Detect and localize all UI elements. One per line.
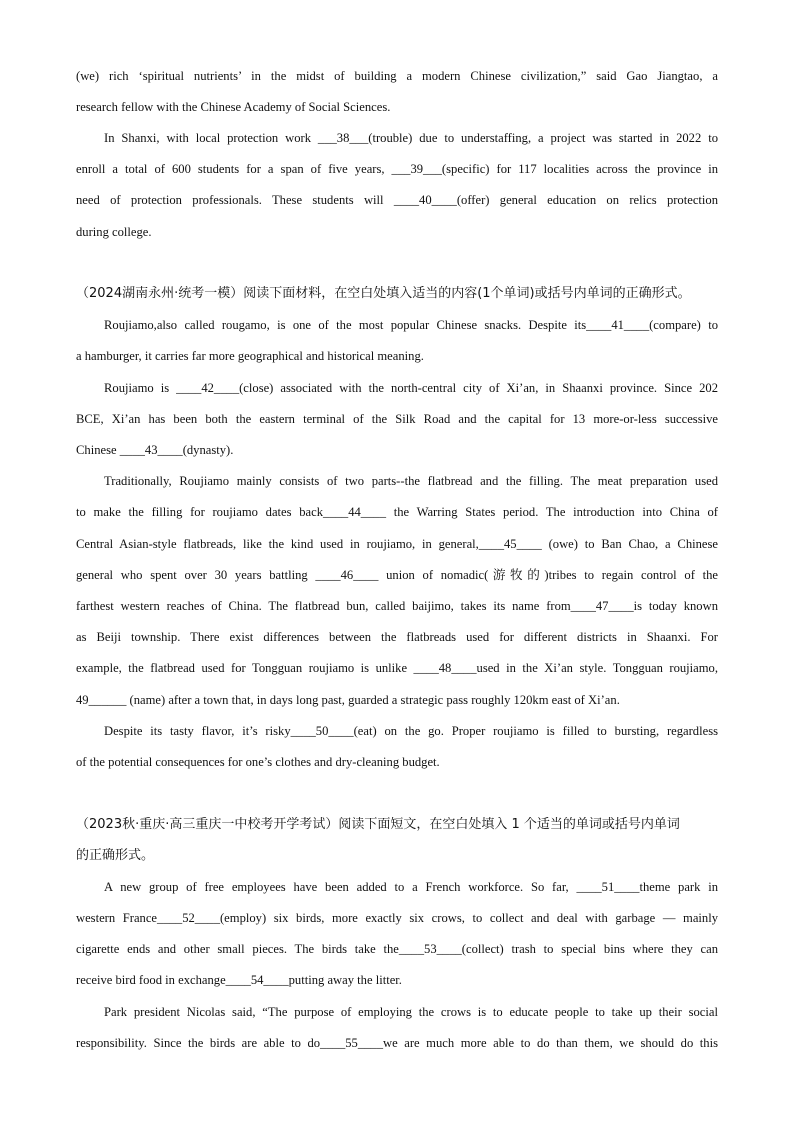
s3-line-2: western France____52____(employ) six birds, more exactly six crows, to collect and deal with garbage — mainly [76, 911, 718, 925]
s3-line-6: responsibility. Since the birds are able to do____55____we are much more able to do than them, we should do this [76, 1036, 718, 1050]
s3-header-line-2: 的正确形式。 [76, 848, 155, 863]
s2-line-4: BCE, Xi’an has been both the eastern terminal of the Silk Road and the capital for 13 more-or-less successive [76, 412, 718, 426]
s2-line-3: Roujiamo is ____42____(close) associated with the north-central city of Xi’an, in Shaanxi province. Since 202 [104, 381, 718, 395]
s2-line-5: Chinese ____43____(dynasty). [76, 443, 234, 457]
s1-line-4: enroll a total of 600 students for a span of five years, ___39___(specific) for 117 localities across the province in [76, 162, 718, 176]
s3-line-5: Park president Nicolas said, “The purpose of employing the crows is to educate people to take up their social [104, 1005, 718, 1019]
s2-line-12: example, the flatbread used for Tongguan roujiamo is unlike ____48____used in the Xi’an style. Tongguan roujiamo, [76, 661, 718, 675]
s2-header: （2024湖南永州·统考一模）阅读下面材料，在空白处填入适当的内容(1个单词)或括号内单词的正确形式。 [76, 286, 691, 301]
s3-line-1: A new group of free employees have been added to a French workforce. So far, ____51____theme park in [104, 880, 718, 894]
s2-line-11: as Beiji township. There exist differences between the flatbreads used for different districts in Shaanxi. For [76, 630, 718, 644]
s2-line-8: Central Asian-style flatbreads, like the kind used in roujiamo, in general,____45____ (owe) to Ban Chao, a Chinese [76, 537, 718, 551]
s1-line-5: need of protection professionals. These students will ____40____(offer) general education on relics protection [76, 193, 718, 207]
s3-header-line-1: （2023秋·重庆·高三重庆一中校考开学考试）阅读下面短文，在空白处填入 1 个适当的单词或括号内单词 [76, 817, 680, 832]
s2-line-7: to make the filling for roujiamo dates back____44____ the Warring States period. The introduction into China of [76, 505, 718, 519]
s2-line-14: Despite its tasty flavor, it’s risky____50____(eat) on the go. Proper roujiamo is filled to bursting, regardless [104, 724, 718, 738]
s2-line-6: Traditionally, Roujiamo mainly consists of two parts--the flatbread and the filling. The meat preparation used [104, 474, 718, 488]
s3-line-3: cigarette ends and other small pieces. The birds take the____53____(collect) trash to special bins where they can [76, 942, 718, 956]
s1-line-1: (we) rich ‘spiritual nutrients’ in the midst of building a modern Chinese civilization,” said Gao Jiangtao, a [76, 69, 718, 83]
s2-line-15: of the potential consequences for one’s clothes and dry-cleaning budget. [76, 755, 440, 769]
s2-line-10: farthest western reaches of China. The flatbread bun, called baijimo, takes its name from____47____is today known [76, 599, 718, 613]
s3-line-4: receive bird food in exchange____54____putting away the litter. [76, 973, 402, 987]
s2-line-2: a hamburger, it carries far more geographical and historical meaning. [76, 349, 424, 363]
s2-line-13: 49______ (name) after a town that, in days long past, guarded a strategic pass roughly 120km east of Xi’an. [76, 693, 620, 707]
s2-line-1: Roujiamo,also called rougamo, is one of the most popular Chinese snacks. Despite its____41____(compare) to [104, 318, 718, 332]
s1-line-2: research fellow with the Chinese Academy of Social Sciences. [76, 100, 391, 114]
s2-line-9: general who spent over 30 years battling ____46____ union of nomadic(游牧的)tribes to regain control of the [76, 568, 718, 582]
s1-line-6: during college. [76, 225, 152, 239]
s1-line-3: In Shanxi, with local protection work ___38___(trouble) due to understaffing, a project was started in 2022 to [104, 131, 718, 145]
